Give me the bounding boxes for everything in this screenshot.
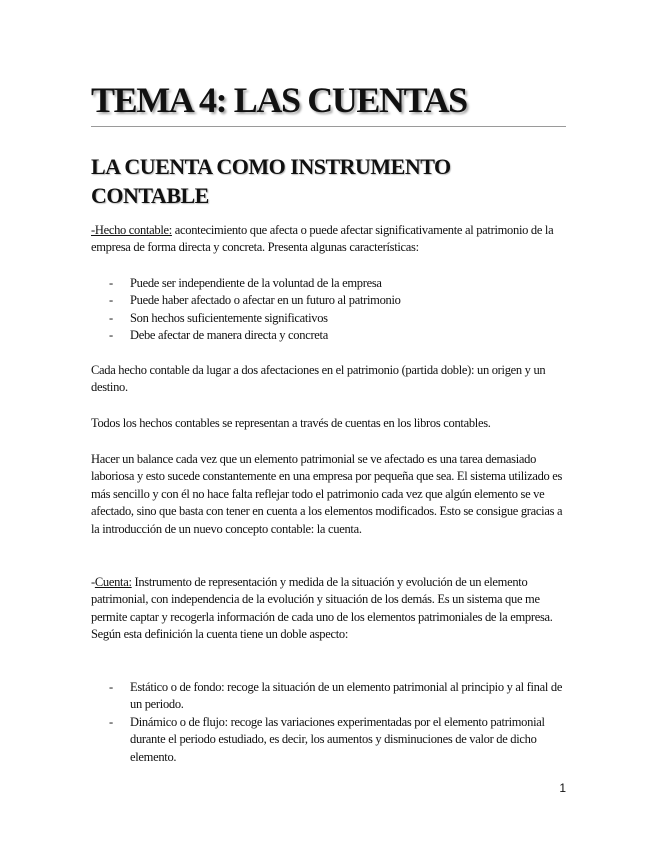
list-item-text: Son hechos suficientemente significativos (130, 310, 328, 325)
characteristics-list (91, 275, 566, 345)
bullet-dash: - (109, 680, 113, 694)
bullet-dash: - (109, 328, 113, 343)
aspects-list (91, 679, 566, 766)
section-heading: LA CUENTA COMO INSTRUMENTO CONTABLE (91, 154, 451, 208)
list-item (91, 714, 566, 766)
list-item (91, 327, 566, 344)
bullet-dash: - (109, 293, 113, 308)
cuenta-paragraph (91, 574, 566, 644)
list-item-text: Dinámico o de flujo: recoge las variaciones experimentadas por el elemento patrimonial durante el periodo estudiado, es decir, los aumentos y disminuciones de valor de dicho elemento. (130, 714, 545, 764)
hecho-contable-paragraph (91, 222, 566, 257)
page-title: TEMA 4: LAS CUENTAS (91, 80, 467, 120)
title-rule (91, 126, 566, 127)
hecho-contable-term: -Hecho contable: (91, 223, 172, 237)
list-item (91, 292, 566, 309)
list-item (91, 679, 566, 714)
list-item-text: Estático o de fondo: recoge la situación de un elemento patrimonial al principio y al final de un periodo. (130, 680, 563, 712)
partida-doble-paragraph: Cada hecho contable da lugar a dos afectaciones en el patrimonio (partida doble): un origen y un destino. (91, 363, 546, 395)
bullet-dash: - (109, 714, 113, 729)
cuenta-definition: Instrumento de representación y medida de la situación y evolución de un elemento patrimonial, con independencia de la evolución y situación de los demás. Es un sistema que me permite captar y recogerla información de cada uno de los elementos patrimoniales de la empresa. (91, 575, 553, 624)
bullet-dash: - (109, 310, 113, 325)
list-item (91, 275, 566, 292)
bullet-dash: - (109, 276, 113, 290)
page-number: 1 (559, 781, 566, 795)
cuenta-followup: Según esta definición la cuenta tiene un doble aspecto: (91, 627, 349, 642)
hecho-contable-definition: acontecimiento que afecta o puede afectar significativamente al patrimonio de la empresa de forma directa y concreta. Presenta algunas características: (91, 223, 554, 255)
cuenta-dash: - (91, 575, 95, 589)
balance-paragraph: Hacer un balance cada vez que un elemento patrimonial se ve afectado es una tarea demasiado laboriosa y esto sucede constantemente en una empresa por pequeña que sea. El sistema utilizado es más sencillo y con él no hace falta reflejar todo el patrimonio cada vez que algún elemento se ve afectado, sino que basta con tener en cuenta a los elementos modificados. Esto se consigue gracias a la introducción de un nuevo concepto contable: la cuenta. (91, 452, 563, 536)
cuenta-term: Cuenta: (94, 575, 132, 589)
list-item-text: Puede ser independiente de la voluntad de la empresa (130, 276, 382, 290)
list-item-text: Debe afectar de manera directa y concreta (130, 328, 328, 343)
cuentas-paragraph: Todos los hechos contables se representan a través de cuentas en los libros contables. (91, 416, 491, 430)
list-item (91, 310, 566, 327)
list-item-text: Puede haber afectado o afectar en un futuro al patrimonio (130, 293, 401, 308)
